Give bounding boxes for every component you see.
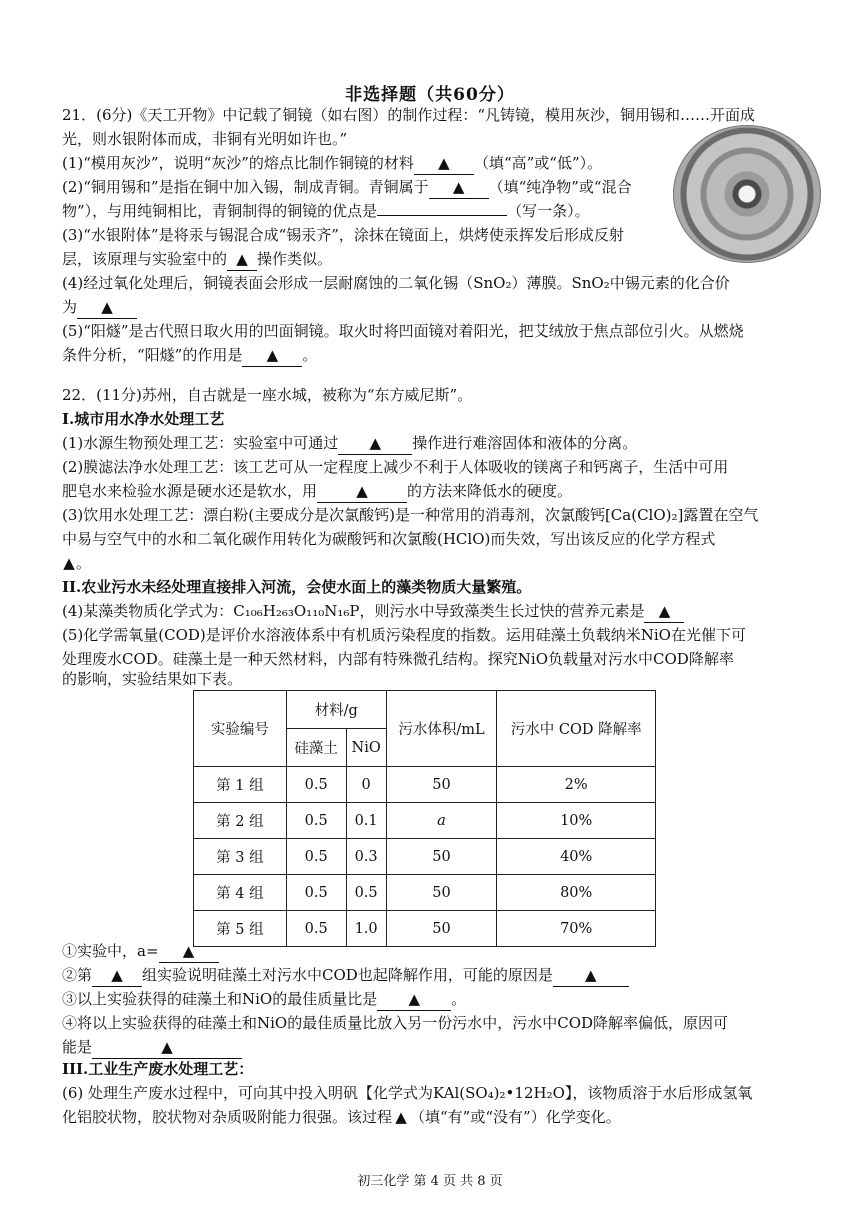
q22-part-5-cont: 处理废水COD。硅藻土是一种天然材料，内部有特殊微孔结构。探究NiO负载量对污水中COD降解率 [62,650,734,668]
cell-nio: 0.5 [346,875,386,911]
header-material: 材料/g [286,691,386,729]
answer-blank[interactable]: ▲ [77,296,137,319]
cell-id: 第 5 组 [194,911,287,947]
answer-blank[interactable]: ▲ [242,344,302,367]
cell-rate: 40% [497,839,656,875]
table-row [194,767,656,803]
answer-blank[interactable]: ▲ [429,176,489,199]
answer-blank[interactable]: ▲ [414,152,474,175]
q22-part-3: (3)饮用水处理工艺：漂白粉(主要成分是次氯酸钙)是一种常用的消毒剂，次氯酸钙[Ca(ClO)₂]露置在空气 [62,506,759,524]
answer-blank[interactable]: ▲ [63,554,75,572]
q22-section-1: I.城市用水净水处理工艺 [62,410,225,428]
q22-sub-4: ④将以上实验获得的硅藻土和NiO的最佳质量比放入另一份污水中，污水中COD降解率偏低，原因可 [62,1014,729,1032]
q22-sub-2: ②第 ▲ 组实验说明硅藻土对污水中COD也起降解作用，可能的原因是 ▲ [62,964,800,987]
answer-blank[interactable] [377,215,507,216]
q22-stem: 22．(11分)苏州，自古就是一座水城，被称为“东方威尼斯”。 [62,386,473,404]
q22-sub-1: ①实验中，a= ▲ [62,940,800,963]
answer-blank[interactable]: ▲ [227,248,257,271]
q22-part-3-cont: 中易与空气中的水和二氧化碳作用转化为碳酸钙和次氯酸(HClO)而失效，写出该反应的化学方程式 [62,530,716,548]
header-experiment-id: 实验编号 [194,691,287,767]
cell-rate: 10% [497,803,656,839]
q21-part-3: (3)“水银附体”是将汞与锡混合成“锡汞齐”，涂抹在镜面上，烘烤使汞挥发后形成反射 [62,226,624,244]
cell-volume: a [386,803,497,839]
cell-volume: 50 [386,767,497,803]
cell-nio: 0.3 [346,839,386,875]
q22-part-1: (1)水源生物预处理工艺：实验室中可通过 ▲ 操作进行难溶固体和液体的分离。 [62,432,800,455]
answer-blank[interactable]: ▲ [395,1108,407,1126]
q22-part-6-cont: 化铝胶状物，胶状物对杂质吸附能力很强。该过程 ▲ （填“有”或“没有”）化学变化。 [62,1108,621,1126]
header-diatomite: 硅藻土 [286,729,346,767]
q21-stem: 21．(6分)《天工开物》中记载了铜镜（如右图）的制作过程：“凡铸镜，模用灰沙，铜用锡和……开面成 [62,106,756,124]
q22-part-2: (2)膜滤法净水处理工艺：该工艺可从一定程度上减少不利于人体吸收的镁离子和钙离子，生活中可用 [62,458,729,476]
cell-id: 第 1 组 [194,767,287,803]
q21-part-1: (1)“模用灰沙”，说明“灰沙”的熔点比制作铜镜的材料 ▲ （填“高”或“低”）。 [62,152,800,175]
header-nio: NiO [346,729,386,767]
answer-blank[interactable]: ▲ [92,1036,242,1059]
header-cod-rate: 污水中 COD 降解率 [497,691,656,767]
q21-part-4-cont: 为 ▲ [62,296,800,319]
experiment-table [193,690,656,947]
cell-id: 第 4 组 [194,875,287,911]
section-title: 非选择题（共60分） [345,85,515,105]
q22-sub-3: ③以上实验获得的硅藻土和NiO的最佳质量比是 ▲ 。 [62,988,800,1011]
answer-blank[interactable]: ▲ [92,964,142,987]
q21-part-2: (2)“铜用锡和”是指在铜中加入锡，制成青铜。青铜属于 ▲ （填“纯净物”或“混合 [62,176,800,199]
cell-id: 第 3 组 [194,839,287,875]
q22-sub-4-cont: 能是 ▲ [62,1036,800,1059]
cell-rate: 70% [497,911,656,947]
q21-part-5-cont: 条件分析，“阳燧”的作用是 ▲ 。 [62,344,800,367]
q22-part-3-answer: ▲。 [63,554,92,572]
cell-nio: 0.1 [346,803,386,839]
q21-part-4: (4)经过氧化处理后，铜镜表面会形成一层耐腐蚀的二氧化锡（SnO₂）薄膜。SnO₂中锡元素的化合价 [62,274,730,292]
answer-blank[interactable]: ▲ [644,600,684,623]
table-row [194,875,656,911]
q22-part-6: (6) 处理生产废水过程中，可向其中投入明矾【化学式为KAl(SO₄)₂•12H₂O】，该物质溶于水后形成氢氧 [62,1084,753,1102]
q22-part-5-cont-2: 的影响，实验结果如下表。 [62,670,243,688]
answer-blank[interactable]: ▲ [159,940,219,963]
table-row [194,839,656,875]
q22-section-3: III.工业生产废水处理工艺： [62,1060,254,1078]
q22-part-4: (4)某藻类物质化学式为：C₁₀₆H₂₆₃O₁₁₀N₁₆P，则污水中导致藻类生长过快的营养元素是 ▲ [62,600,800,623]
table-row [194,803,656,839]
answer-blank[interactable]: ▲ [338,432,412,455]
answer-blank[interactable]: ▲ [377,988,451,1011]
cell-volume: 50 [386,911,497,947]
cell-nio: 1.0 [346,911,386,947]
q22-part-2-cont: 肥皂水来检验水源是硬水还是软水，用 ▲ 的方法来降低水的硬度。 [62,480,800,503]
page-footer: 初三化学 第 4 页 共 8 页 [357,1174,503,1189]
cell-diatomite: 0.5 [286,875,346,911]
answer-blank[interactable]: ▲ [553,964,629,987]
cell-rate: 80% [497,875,656,911]
cell-diatomite: 0.5 [286,767,346,803]
cell-diatomite: 0.5 [286,803,346,839]
q21-part-2-cont: 物”），与用纯铜相比，青铜制得的铜镜的优点是 （写一条）。 [62,202,590,220]
cell-rate: 2% [497,767,656,803]
q21-part-5: (5)“阳燧”是古代照日取火用的凹面铜镜。取火时将凹面镜对着阳光，把艾绒放于焦点部位引火。从燃烧 [62,322,744,340]
cell-nio: 0 [346,767,386,803]
cell-id: 第 2 组 [194,803,287,839]
header-volume: 污水体积/mL [386,691,497,767]
q22-part-5: (5)化学需氧量(COD)是评价水溶液体系中有机质污染程度的指数。运用硅藻土负载纳米NiO在光催下可 [62,626,746,644]
answer-blank[interactable]: ▲ [317,480,407,503]
cell-volume: 50 [386,839,497,875]
cell-diatomite: 0.5 [286,911,346,947]
q21-stem-2: 光，则水银附体而成，非铜有光明如许也。” [62,130,348,148]
cell-volume: 50 [386,875,497,911]
q22-section-2: II.农业污水未经处理直接排入河流，会使水面上的藻类物质大量繁殖。 [62,578,532,596]
cell-diatomite: 0.5 [286,839,346,875]
q21-part-3-cont: 层，该原理与实验室中的 ▲ 操作类似。 [62,248,800,271]
